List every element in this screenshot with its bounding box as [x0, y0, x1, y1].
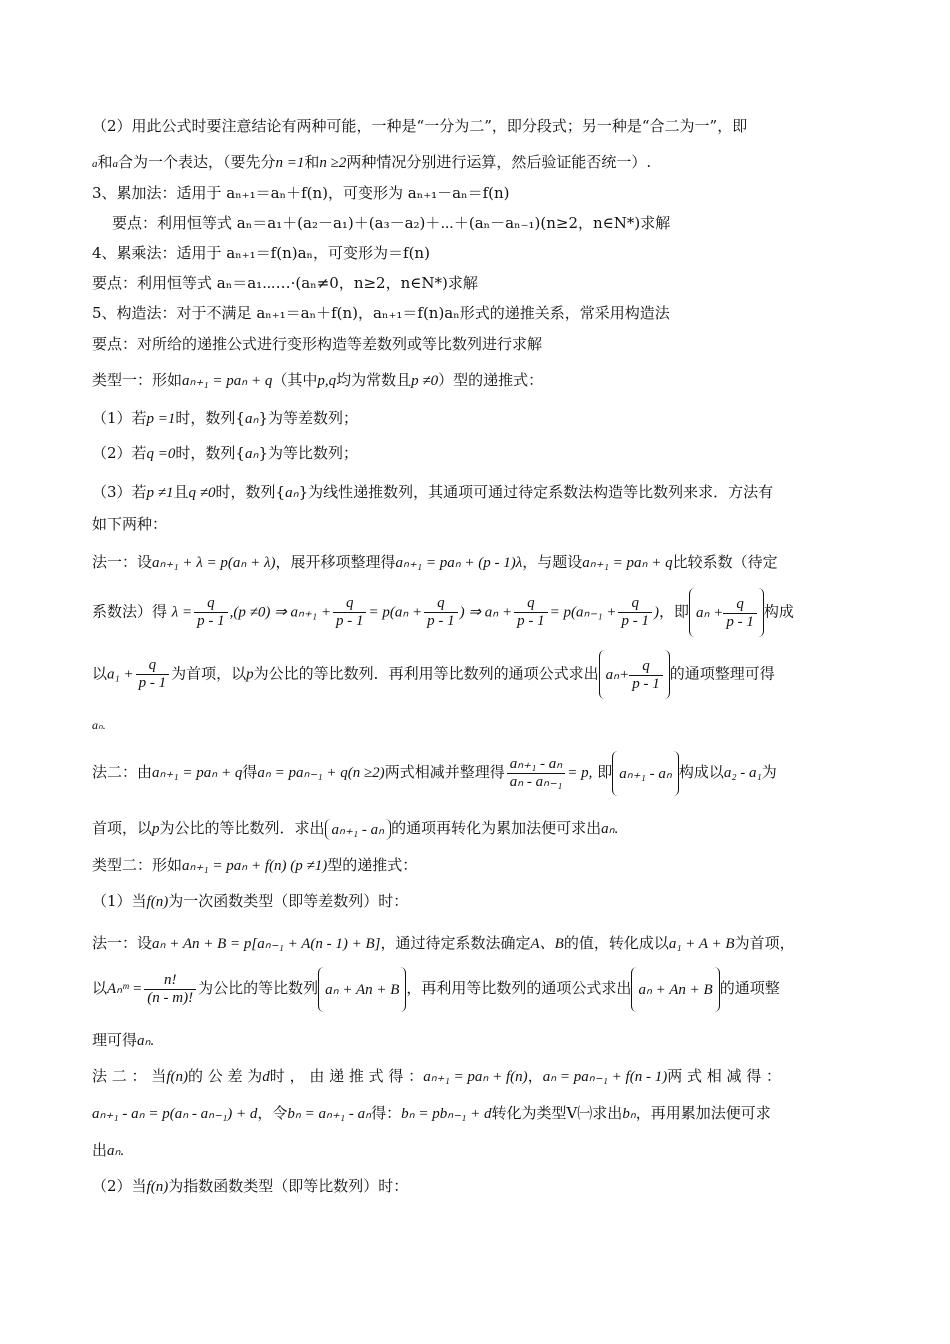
method-heading: 4、累乘法：适用于 aₙ₊₁＝f(n)aₙ，可变形为＝f(n) — [92, 244, 430, 262]
type-heading: 类型二：形如aₙ₊₁ = paₙ + f(n) (p ≠1)型的递推式： — [92, 856, 418, 874]
method-heading: 3、累加法：适用于 aₙ₊₁＝aₙ＋f(n)，可变形为 aₙ₊₁－aₙ＝f(n) — [92, 184, 510, 202]
sequence-brace: aₙ + An + B — [318, 967, 406, 1012]
fraction: $\frac{\text{aₙ₊₁ - aₙ}}{\text{aₙ - aₙ₋₁}}$ — [507, 756, 566, 791]
sequence-brace: aₙ+ $\frac{q}{p - 1}$ — [599, 650, 670, 699]
fraction: $\frac{q}{p - 1}$ — [618, 595, 652, 630]
paragraph-line: 如下两种： — [92, 515, 168, 533]
equation-line: 以a₁ + $\frac{q}{p - 1}$ 为首项，以p为公比的等比数列．再利用等比数列的通项公式求出 aₙ+ $\frac{q}{p - 1}$ 的通项整理可得 — [92, 650, 775, 699]
paragraph-line: 出aₙ. — [92, 1141, 125, 1159]
fraction: $\frac{q}{p - 1}$ — [333, 595, 367, 630]
sequence-brace: aₙ + An + B — [631, 967, 719, 1012]
type-heading: 类型一：形如aₙ₊₁ = paₙ + q（其中p,q均为常数且p ≠0）型的递推式： — [92, 371, 544, 389]
paragraph-line: 法一：设aₙ + An + B = p[aₙ₋₁ + A(n - 1) + B]，通过待定系数法确定A、B的值，转化成以a₁ + A + B为首项， — [92, 934, 795, 952]
equation-line: 以Aₙᵐ = $\frac{n!}{(n - m)!}$ 为公比的等比数列 aₙ + An + B ，再利用等比数列的通项公式求出 aₙ + An + B 的通项整 — [92, 966, 780, 1012]
sequence-brace: aₙ₊₁ - aₙ — [325, 819, 392, 840]
fraction: $\frac{q}{p - 1}$ — [514, 595, 548, 630]
paragraph-line: 首项，以p为公比的等比数列．求出 aₙ₊₁ - aₙ 的通项再转化为累加法便可求出aₙ. — [92, 819, 619, 838]
paragraph-line: aₙ₊₁ - aₙ = p(aₙ - aₙ₋₁) + d，令bₙ = aₙ₊₁ - aₙ得：bₙ = pbₙ₋₁ + d转化为类型Ⅴ㈠求出bₙ，再用累加法便可求 — [92, 1104, 771, 1122]
paragraph-line: （3）若p ≠1且q ≠0时，数列{aₙ}为线性递推数列，其通项可通过待定系数法构造等比数列来求．方法有 — [92, 483, 774, 501]
method-heading: 5、构造法：对于不满足 aₙ₊₁＝aₙ＋f(n)，aₙ₊₁＝f(n)aₙ形式的递推关系，常采用构造法 — [92, 304, 670, 322]
paragraph-line: 要点：利用恒等式 aₙ＝a₁⋯…·(aₙ≠0，n≥2，n∈N*)求解 — [92, 274, 478, 292]
paragraph-line: （1）当f(n)为一次函数类型（即等差数列）时： — [92, 892, 409, 910]
fraction: $\frac{q}{p - 1}$ — [194, 595, 228, 630]
paragraph-line: 要点：对所给的递推公式进行变形构造等差数列或等比数列进行求解 — [92, 335, 543, 353]
paragraph-line: 法一：设aₙ₊₁ + λ = p(aₙ + λ)，展开移项整理得aₙ₊₁ = paₙ + (p - 1)λ，与题设aₙ₊₁ = paₙ + q比较系数（待定 — [92, 553, 778, 571]
paragraph-line: （2）当f(n)为指数函数类型（即等比数列）时： — [92, 1177, 409, 1195]
fraction: $\frac{q}{p - 1}$ — [424, 595, 458, 630]
paragraph-line: （2）用此公式时要注意结论有两种可能，一种是“一分为二”，即分段式；另一种是“合二为一”，即 — [92, 117, 748, 135]
sequence-brace: aₙ + $\frac{q}{p - 1}$ — [689, 588, 764, 637]
paragraph-line: （2）若q =0时，数列{aₙ}为等比数列； — [92, 444, 358, 462]
fraction: $\frac{n!}{(n - m)!}$ — [144, 972, 196, 1007]
paragraph-line: 要点：利用恒等式 aₙ＝a₁＋(a₂－a₁)＋(a₃－a₂)＋⋯＋(aₙ－aₙ₋₁)(n≥2，n∈N*)求解 — [112, 214, 671, 232]
paragraph-line: （1）若p =1时，数列{aₙ}为等差数列； — [92, 409, 358, 427]
paragraph-line: a和a合为一个表达，（要先分n =1和n ≥2两种情况分别进行运算，然后验证能否统一）. — [92, 153, 652, 171]
paragraph-line: 法 二 ： 当f(n)的 公 差 为d时 ， 由 递 推 式 得 ：aₙ₊₁ = paₙ + f(n)，aₙ = paₙ₋₁ + f(n - 1)两 式 相 减 得 ： — [92, 1067, 782, 1085]
fraction: $\frac{q}{p - 1}$ — [136, 657, 170, 692]
paragraph-line: aₙ. — [92, 718, 106, 732]
equation-line: 系数法）得 λ = $\frac{q}{p - 1}$ ,(p ≠0) ⇒ aₙ₊₁ + $\frac{q}{p - 1}$ = p(aₙ + $\frac{q}{p - 1}$ ) ⇒ aₙ + $\frac{q}{p - 1}$ = p(aₙ₋₁ + $\frac{q}{p - 1}$ )，即 aₙ + $\frac{q}{p - 1}$ 构成 — [92, 588, 794, 637]
paragraph-line: 理可得aₙ. — [92, 1031, 155, 1049]
sequence-brace: aₙ₊₁ - aₙ — [612, 751, 679, 796]
equation-line: 法二：由aₙ₊₁ = paₙ + q得aₙ = paₙ₋₁ + q(n ≥2)两式相减并整理得 $\frac{\text{aₙ₊₁ - aₙ}}{\text{aₙ - aₙ₋₁}}$ = p, 即 aₙ₊₁ - aₙ 构成以a₂ - a₁为 — [92, 750, 777, 796]
